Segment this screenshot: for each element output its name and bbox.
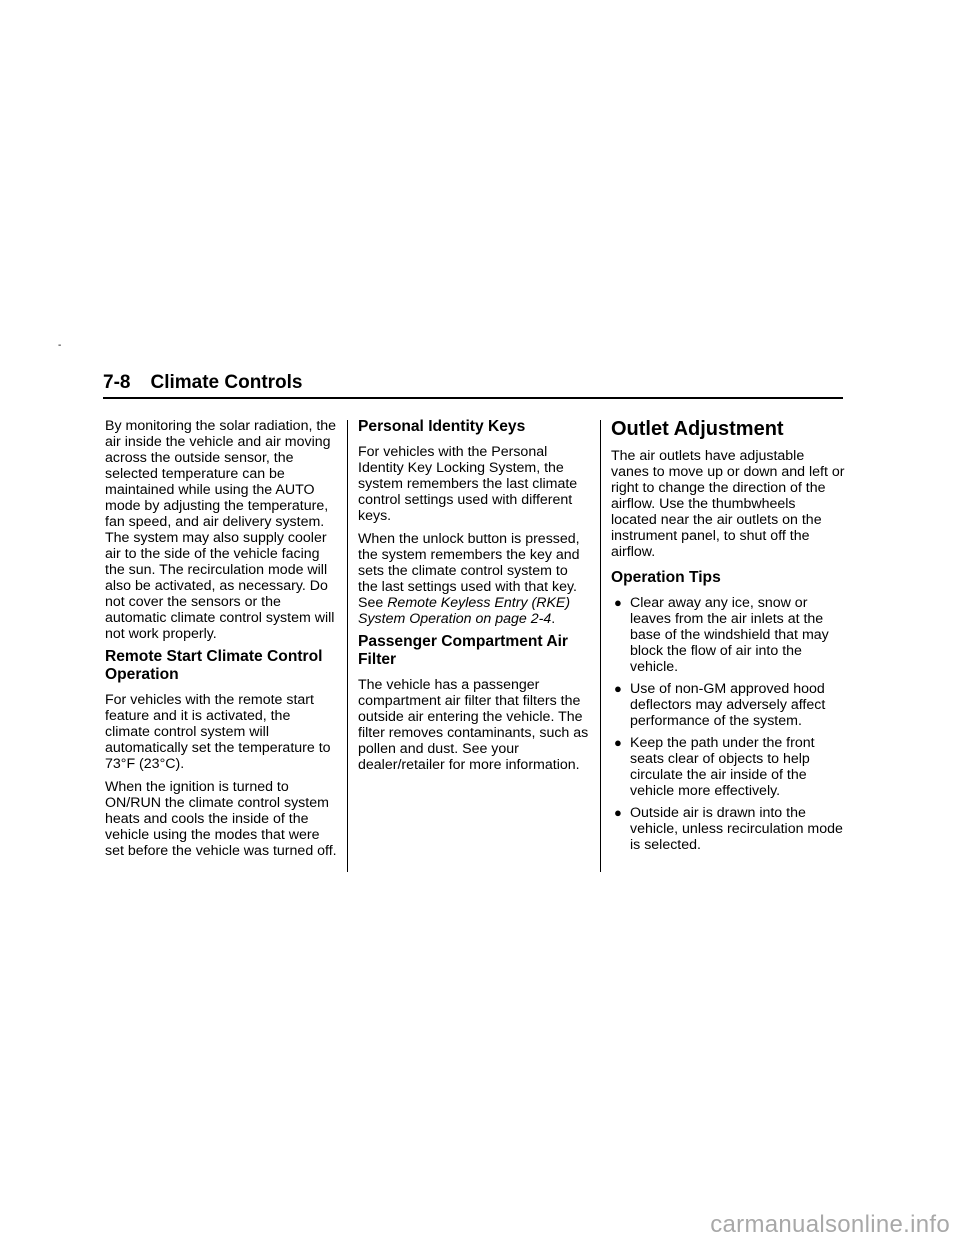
tip-text: Clear away any ice, snow or leaves from the air inlets at the base of the windshield that may block the flow of air into the vehicle. — [630, 595, 829, 675]
watermark: carmanualsonline.info — [710, 1211, 950, 1238]
bullet-icon: ● — [614, 681, 622, 696]
list-item — [611, 805, 845, 853]
rke-reference-link[interactable]: Remote Keyless Entry (RKE) System Operation on page 2-4 — [358, 595, 571, 627]
paragraph-air-filter: The vehicle has a passenger compartment air filter that filters the outside air entering the vehicle. The filter removes contaminants, such as pollen and dust. See your dealer/retailer for more information. — [358, 677, 589, 773]
heading-personal-identity-keys: Personal Identity Keys — [358, 418, 526, 435]
tip-text: Outside air is drawn into the vehicle, unless recirculation mode is selected. — [630, 805, 843, 853]
operation-tips-list — [611, 595, 845, 853]
tip-text: Keep the path under the front seats clear of objects to help circulate the air inside of the vehicle more effectively. — [630, 735, 815, 799]
paragraph-ignition: When the ignition is turned to ON/RUN the climate control system heats and cools the inside of the vehicle using the modes that were set before the vehicle was turned off. — [105, 779, 337, 859]
header-rule — [103, 397, 843, 399]
section-title: Climate Controls — [150, 372, 303, 393]
page-header — [103, 372, 843, 394]
list-item — [611, 681, 845, 729]
paragraph-outlet-adjustment: The air outlets have adjustable vanes to move up or down and left or right to change the direction of the airflow. Use the thumbwheels located near the air outlets on the instrument panel, to shut off the airflow. — [611, 448, 845, 560]
paragraph-solar-radiation: By monitoring the solar radiation, the air inside the vehicle and air moving across the outside sensor, the selected temperature can be maintained while using the AUTO mode by adjusting the temperature, fan speed, and air delivery system. The system may also supply cooler air to the side of the vehicle facing the sun. The recirculation mode will also be activated, as necessary. Do not cover the sensors or the automatic climate control system will not work properly. — [105, 418, 337, 642]
page-number: 7-8 — [103, 372, 131, 393]
paragraph-personal-keys: For vehicles with the Personal Identity Key Locking System, the system remembers the last climate control settings used with different keys. — [358, 444, 578, 524]
column-divider-1 — [347, 420, 348, 872]
tip-text: Use of non-GM approved hood deflectors may adversely affect performance of the system. — [630, 681, 826, 729]
heading-air-filter: Passenger Compartment Air Filter — [358, 633, 568, 668]
bullet-icon: ● — [614, 735, 622, 750]
paragraph-remote-start: For vehicles with the remote start feature and it is activated, the climate control system will automatically set the temperature to 73°F (23°C). — [105, 692, 331, 772]
bullet-icon: ● — [614, 595, 622, 610]
column-3 — [611, 418, 845, 859]
paragraph-unlock-button — [358, 531, 590, 627]
column-2 — [358, 418, 590, 773]
heading-operation-tips: Operation Tips — [611, 569, 721, 586]
unlock-end: . — [551, 611, 556, 627]
list-item — [611, 735, 845, 799]
crop-mark: - — [58, 340, 62, 351]
list-item — [611, 595, 845, 675]
bullet-icon: ● — [614, 805, 622, 820]
heading-remote-start: Remote Start Climate Control Operation — [105, 648, 323, 683]
heading-outlet-adjustment: Outlet Adjustment — [611, 418, 784, 440]
column-divider-2 — [600, 420, 601, 872]
unlock-text: When the unlock button is pressed, the system remembers the key and sets the climate control system to the last settings used with that key. See — [358, 531, 580, 611]
column-1 — [105, 418, 337, 859]
